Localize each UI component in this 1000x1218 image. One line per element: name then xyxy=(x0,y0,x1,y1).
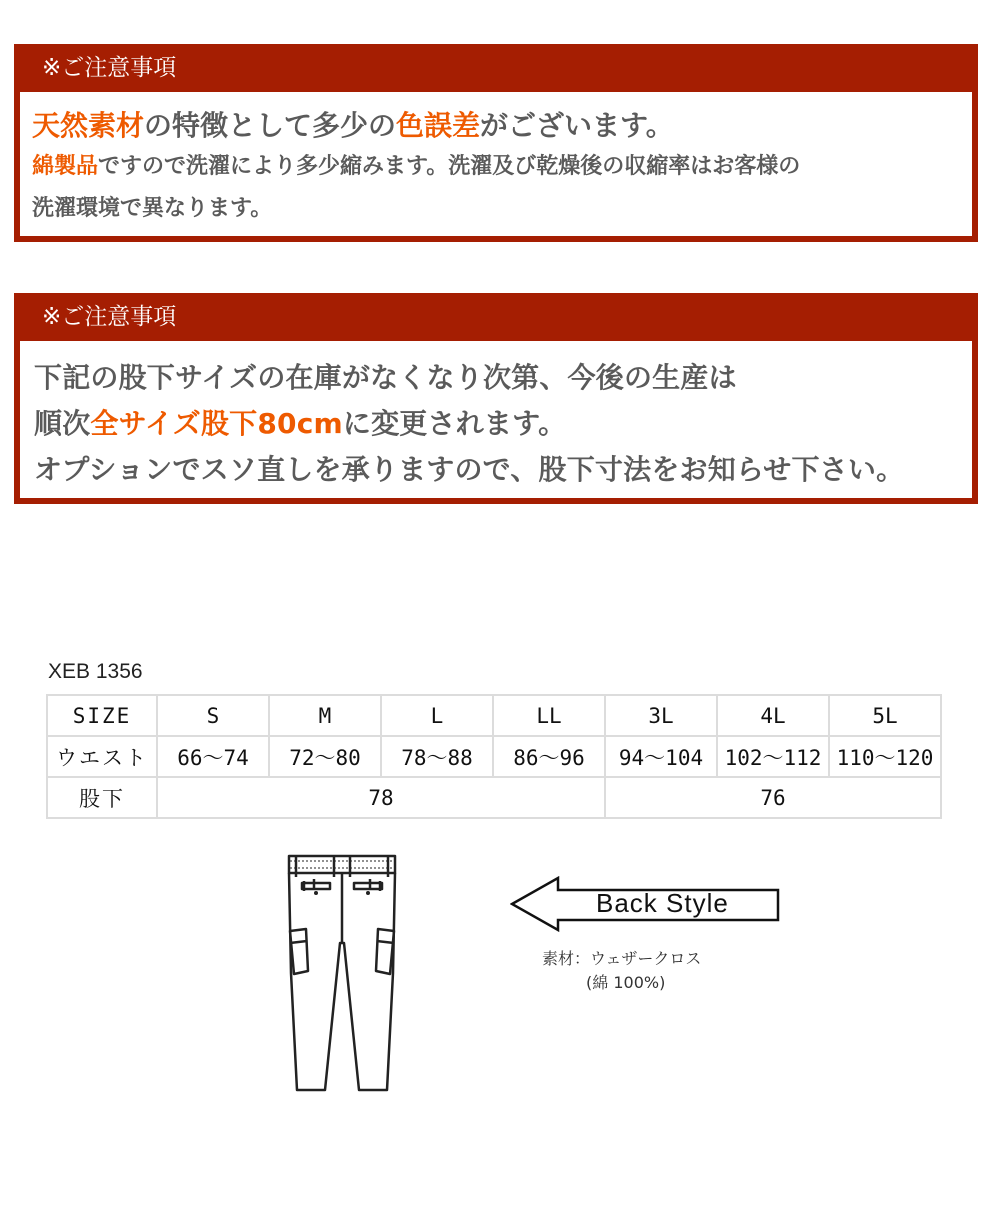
notice-header: ※ご注意事項 xyxy=(42,55,177,81)
notice-body xyxy=(20,341,972,498)
notice-box-inseam xyxy=(14,293,978,504)
waist-cell: 102～112 xyxy=(717,736,829,777)
size-cell: S xyxy=(157,695,269,736)
highlight-text: 色誤差 xyxy=(396,109,481,142)
waist-cell: 94～104 xyxy=(605,736,717,777)
model-number: XEB 1356 xyxy=(48,660,143,683)
notice-text: ですので洗濯により多少縮みます。洗濯及び乾燥後の収縮率はお客様の xyxy=(98,154,801,179)
size-cell: M xyxy=(269,695,381,736)
waist-cell: 86～96 xyxy=(493,736,605,777)
waist-cell: 78～88 xyxy=(381,736,493,777)
notice-line: オプションでスソ直しを承りますので、股下寸法をお知らせ下さい。 xyxy=(34,453,905,486)
back-style-label: Back Style xyxy=(596,888,729,918)
material-note xyxy=(542,947,701,995)
material-composition: (綿 100%) xyxy=(586,973,666,992)
row-label-inseam: 股下 xyxy=(47,777,157,818)
table-row-size xyxy=(47,695,941,736)
notice-text: の特徴として多少の xyxy=(144,109,397,142)
highlight-text: 天然素材 xyxy=(32,109,145,142)
notice-line xyxy=(32,106,972,146)
waist-cell: 66～74 xyxy=(157,736,269,777)
size-table xyxy=(46,694,942,819)
notice-text: に変更されます。 xyxy=(342,407,567,440)
highlight-text: 全サイズ股下80cm xyxy=(90,407,343,440)
notice-box-color-shrink xyxy=(14,44,978,242)
size-cell: 3L xyxy=(605,695,717,736)
notice-line xyxy=(32,146,972,188)
row-label-size: SIZE xyxy=(47,695,157,736)
notice-line: 洗濯環境で異なります。 xyxy=(32,196,273,221)
highlight-text: 綿製品 xyxy=(32,154,99,179)
waist-cell: 72～80 xyxy=(269,736,381,777)
inseam-cell: 76 xyxy=(605,777,941,818)
notice-text: 順次 xyxy=(34,407,91,440)
row-label-waist: ウエスト xyxy=(47,736,157,777)
size-cell: LL xyxy=(493,695,605,736)
notice-text: がございます。 xyxy=(480,109,674,142)
notice-header: ※ご注意事項 xyxy=(42,304,177,330)
inseam-cell: 78 xyxy=(157,777,605,818)
notice-body xyxy=(20,92,972,236)
waist-cell: 110～120 xyxy=(829,736,941,777)
table-row-inseam xyxy=(47,777,941,818)
table-row-waist xyxy=(47,736,941,777)
pants-back-illustration xyxy=(282,853,402,1098)
notice-line: 下記の股下サイズの在庫がなくなり次第、今後の生産は xyxy=(34,361,737,394)
notice-line xyxy=(34,401,972,447)
size-cell: 5L xyxy=(829,695,941,736)
material-name: 素材：ウェザークロス xyxy=(542,949,702,968)
size-cell: L xyxy=(381,695,493,736)
size-cell: 4L xyxy=(717,695,829,736)
